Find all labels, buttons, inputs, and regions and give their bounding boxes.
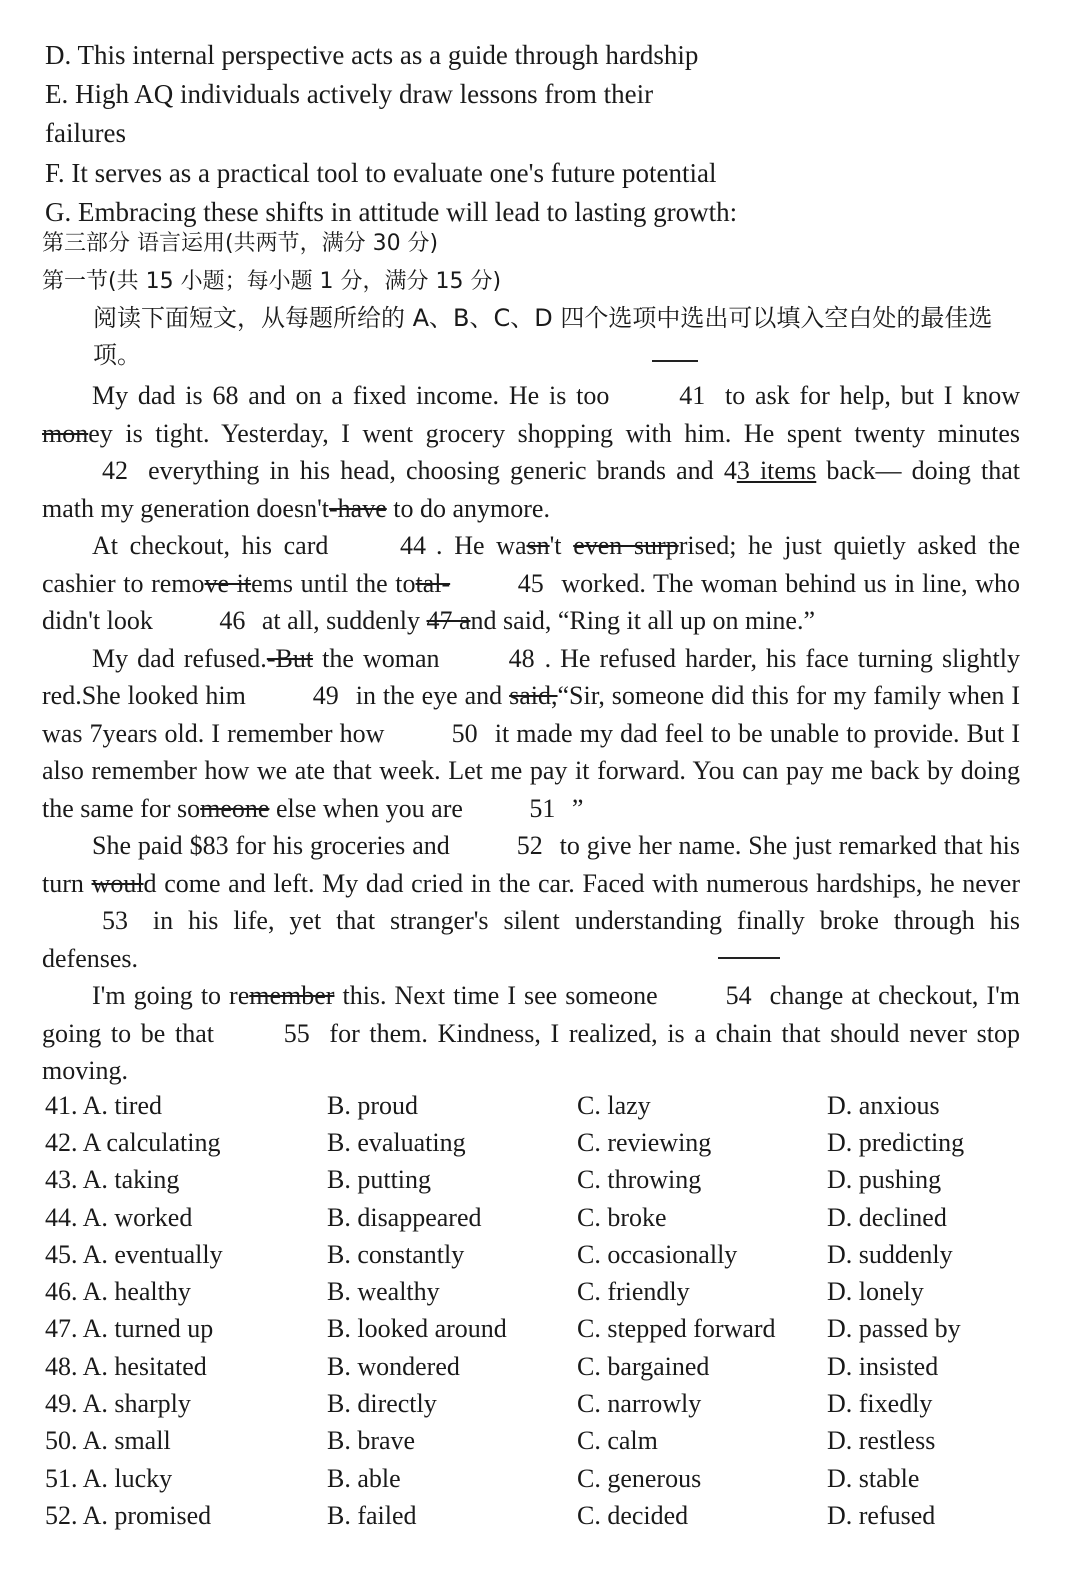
cloze-passage [42, 377, 1020, 1090]
blank-41: 41 [679, 381, 706, 410]
strikethrough-text: meone [200, 793, 270, 823]
blank-52: 52 [516, 831, 543, 860]
question-42: 42. A calculating B. evaluating C. reviewing D. predicting [45, 1127, 965, 1157]
question-45: 45. A. eventually B. constantly C. occasionally D. suddenly [45, 1239, 953, 1269]
paragraph-2: At checkout, his card 44 . He wasn't even surprised; he just quietly asked the cashier to remove items until the total- 45 worked. The woman behind us in line, who didn't look 46 at all, suddenly 47 and said, “Ring it all up on mine.” [42, 527, 1020, 640]
paragraph-3: My dad refused.-But the woman 48 . He refused harder, his face turning slightly red.She looked him 49 in the eye and said,“Sir, someone did this for my family when I was 7years old. I remember how 50 it made my dad feel to be unable to provide. But I also remember how we ate that week. Let me pay it forward. You can pay me back by doing the same for someone else when you are 51 ” [42, 640, 1020, 828]
blank-49: 49 [312, 681, 339, 710]
strikethrough-text: -have [329, 493, 387, 523]
paragraph-5: I'm going to remember this. Next time I see someone 54 change at checkout, I'm going to be that 55 for them. Kindness, I realized, is a chain that should never stop moving. [42, 977, 1020, 1090]
blank-44: 44 [400, 531, 427, 560]
blank-42: 42 [102, 456, 128, 485]
strikethrough-text: tal- [415, 568, 451, 598]
blank-45: 45 [517, 568, 544, 598]
handwritten-mark [652, 360, 698, 362]
section-title: 第一节(共 15 小题；每小题 1 分，满分 15 分) [42, 269, 502, 294]
question-50: 50. A. small B. brave C. calm D. restless [45, 1426, 936, 1456]
blank-53: 53 [102, 906, 128, 935]
question-47: 47. A. turned up B. looked around C. stepped forward D. passed by [45, 1314, 961, 1344]
blank-51: 51 [529, 793, 556, 823]
strikethrough-text: ve it [204, 568, 252, 598]
question-49: 49. A. sharply B. directly C. narrowly D. fixedly [45, 1389, 933, 1419]
answer-options [45, 1087, 1045, 1535]
part-title: 第三部分 语言运用(共两节，满分 30 分) [42, 231, 439, 256]
blank-46: 46 [219, 606, 246, 635]
blank-54: 54 [725, 981, 752, 1010]
instruction: 阅读下面短文，从每题所给的 A、B、C、D 四个选项中选出可以填入空白处的最佳选项。 [93, 304, 993, 369]
strikethrough-text: even surp [573, 531, 679, 560]
option-e-cont: failures [45, 118, 126, 148]
blank-55: 55 [283, 1018, 310, 1048]
question-48: 48. A. hesitated B. wondered C. bargained D. insisted [45, 1351, 939, 1381]
paragraph-4: She paid $83 for his groceries and 52 to give her name. She just remarked that his turn would come and left. My dad cried in the car. Faced with numerous hardships, he never 53 in his life, yet that stranger's silent understanding finally broke through his defenses. [42, 827, 1020, 977]
strikethrough-text: -But [266, 643, 314, 673]
blank-47: 47 a [426, 606, 471, 635]
question-46: 46. A. healthy B. wealthy C. friendly D. lonely [45, 1277, 924, 1307]
strikethrough-text: member [249, 981, 335, 1010]
option-d: D. This internal perspective acts as a guide through hardship [45, 40, 699, 70]
strikethrough-text: sn [526, 531, 550, 560]
question-52: 52. A. promised B. failed C. decided D. refused [45, 1500, 936, 1530]
question-41: 41. A. tired B. proud C. lazy D. anxious [45, 1090, 940, 1120]
strikethrough-text: woul [91, 868, 144, 898]
paragraph-1: My dad is 68 and on a fixed income. He is too 41 to ask for help, but I know money is tight. Yesterday, I went grocery shopping with him. He spent twenty minutes 42 everything in his head, choosing generic brands and 43 items back— doing that math my generation doesn't-have to do anymore. [42, 377, 1020, 527]
blank-48: 48 [508, 643, 535, 673]
blank-50: 50 [451, 718, 478, 748]
option-e: E. High AQ individuals actively draw lessons from their [45, 79, 654, 109]
question-43: 43. A. taking B. putting C. throwing D. pushing [45, 1165, 942, 1195]
strikethrough-text: said, [509, 681, 558, 710]
blank-43: 43 items [723, 456, 817, 485]
question-44: 44. A. worked B. disappeared C. broke D. declined [45, 1202, 947, 1232]
option-g: G. Embracing these shifts in attitude will lead to lasting growth: [45, 197, 738, 227]
option-f: F. It serves as a practical tool to evaluate one's future potential [45, 158, 717, 188]
strikethrough-text: mon [42, 418, 89, 448]
question-51: 51. A. lucky B. able C. generous D. stable [45, 1463, 920, 1493]
